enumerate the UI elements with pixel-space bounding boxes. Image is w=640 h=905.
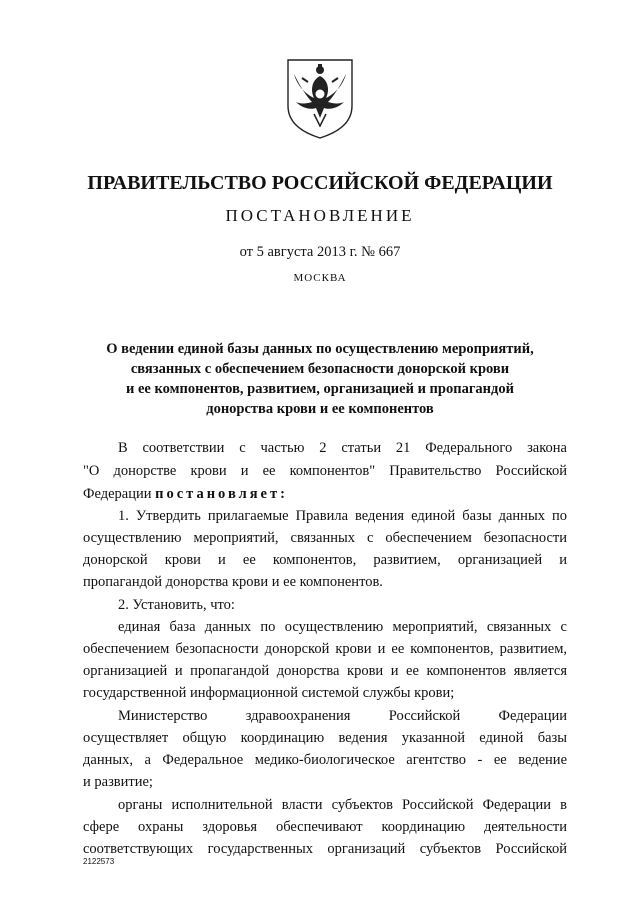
coat-of-arms-emblem — [284, 58, 356, 140]
body-line: осуществлению мероприятий, связанных с обеспечением безопасности — [83, 530, 567, 546]
body-line: 1. Утвердить прилагаемые Правила ведения единой базы данных по — [118, 508, 567, 524]
title-line: донорства крови и ее компонентов — [206, 401, 434, 417]
body-line: обеспечением безопасности донорской крови и ее компонентов, развитием, — [83, 641, 567, 657]
body-line: данных, а Федеральное медико-биологическое агентство - ее ведение — [83, 752, 567, 768]
government-name: ПРАВИТЕЛЬСТВО РОССИЙСКОЙ ФЕДЕРАЦИИ — [87, 172, 553, 194]
body-line: соответствующих государственных организаций субъектов Российской — [83, 841, 567, 857]
document-date-number: от 5 августа 2013 г. № 667 — [239, 244, 401, 260]
title-line: связанных с обеспечением безопасности донорской крови — [130, 361, 510, 377]
body-line: государственной информационной системой службы крови; — [83, 685, 455, 701]
body-line: единая база данных по осуществлению мероприятий, связанных с — [118, 619, 567, 635]
body-line: и развитие; — [83, 774, 153, 790]
body-line: организацией и пропагандой донорства крови и ее компонентов является — [83, 663, 567, 679]
document-title — [0, 339, 640, 419]
body-line: осуществляет общую координацию ведения указанной единой базы — [83, 730, 567, 746]
body-line: Министерство здравоохранения Российской Федерации — [118, 708, 567, 724]
body-line: пропагандой донорства крови и ее компонентов. — [83, 574, 383, 590]
body-line: сфере охраны здоровья обеспечивают координацию деятельности — [83, 819, 567, 835]
body-line: донорской крови и ее компонентов, развитием, организацией и — [83, 552, 567, 568]
title-line: О ведении единой базы данных по осуществлению мероприятий, — [106, 341, 534, 357]
body-line: "О донорстве крови и ее компонентов" Правительство Российской — [83, 463, 567, 479]
document-city: МОСКВА — [293, 272, 347, 284]
body-line: органы исполнительной власти субъектов Российской Федерации в — [118, 797, 567, 813]
resolution-keyword: постановляет: — [155, 486, 288, 502]
body-line: 2. Установить, что: — [118, 597, 235, 613]
body-line: В соответствии с частью 2 статьи 21 Федерального закона — [118, 440, 567, 456]
title-line: и ее компонентов, развитием, организацией и пропагандой — [126, 381, 514, 397]
body-line: Федерации постановляет: — [83, 486, 288, 502]
document-kind: ПОСТАНОВЛЕНИЕ — [225, 206, 415, 225]
document-code: 2122573 — [83, 857, 115, 866]
